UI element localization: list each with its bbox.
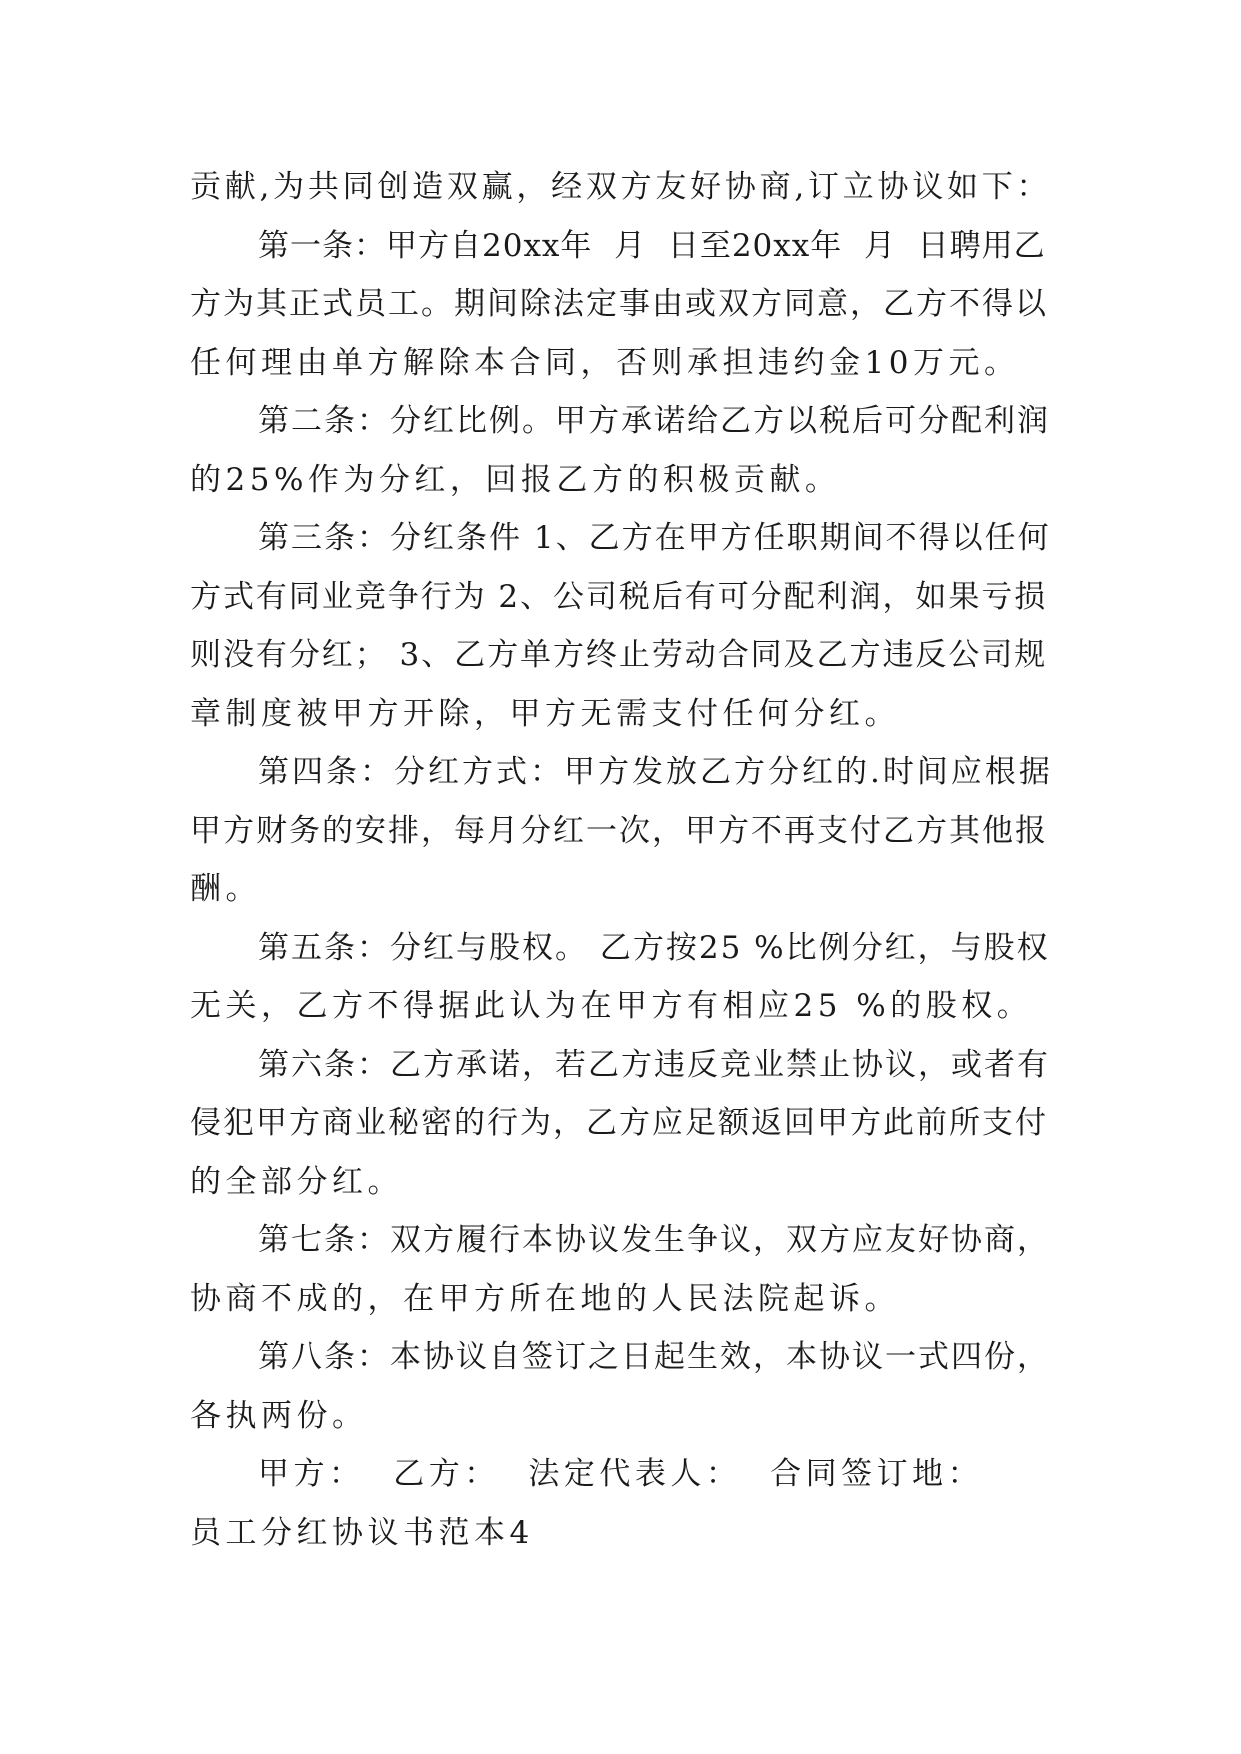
article-8-line: 第八条：本协议自签订之日起生效，本协议一式四份， [258,1339,1050,1375]
text-line: 贡献,为共同创造双赢，经双方友好协商,订立协议如下： [190,169,1052,205]
text-line: 章制度被甲方开除，甲方无需支付任何分红。 [190,695,900,732]
text-line: 甲方财务的安排，每月分红一次，甲方不再支付乙方其他报 [190,812,1048,849]
text-line: 协商不成的，在甲方所在地的人民法院起诉。 [190,1280,900,1317]
article-5-line: 第五条：分红与股权。 乙方按25 %比例分红，与股权 [258,929,1050,966]
text-line: 方式有同业竞争行为 2、公司税后有可分配利润，如果亏损 [190,578,1048,615]
text-line: 任何理由单方解除本合同，否则承担违约金10万元。 [190,344,1020,381]
text-line: 则没有分红； 3、乙方单方终止劳动合同及乙方违反公司规 [190,637,1048,673]
signature-line: 甲方： 乙方： 法定代表人： 合同签订地： [258,1456,984,1492]
article-4-line: 第四条：分红方式：甲方发放乙方分红的.时间应根据 [258,754,1053,790]
text-line: 酬。 [190,871,261,907]
text-line: 的25%作为分红，回报乙方的积极贡献。 [190,461,841,498]
article-7-line: 第七条：双方履行本协议发生争议，双方应友好协商， [258,1222,1050,1258]
article-2-line: 第二条：分红比例。甲方承诺给乙方以税后可分配利润 [258,403,1050,439]
text-line: 无关，乙方不得据此认为在甲方有相应25 %的股权。 [190,988,1033,1024]
article-6-line: 第六条：乙方承诺，若乙方违反竞业禁止协议，或者有 [258,1046,1050,1083]
text-line: 方为其正式员工。期间除法定事由或双方同意，乙方不得以 [190,286,1048,322]
next-section-title: 员工分红协议书范本4 [190,1514,534,1551]
text-line: 各执两份。 [190,1397,368,1434]
article-3-line: 第三条：分红条件 1、乙方在甲方任职期间不得以任何 [258,520,1051,556]
article-1-line: 第一条：甲方自20xx年 月 日至20xx年 月 日聘用乙 [258,227,1046,264]
text-line: 的全部分红。 [190,1163,403,1200]
text-line: 侵犯甲方商业秘密的行为，乙方应足额返回甲方此前所支付 [190,1105,1048,1141]
document-body [190,158,1052,1562]
